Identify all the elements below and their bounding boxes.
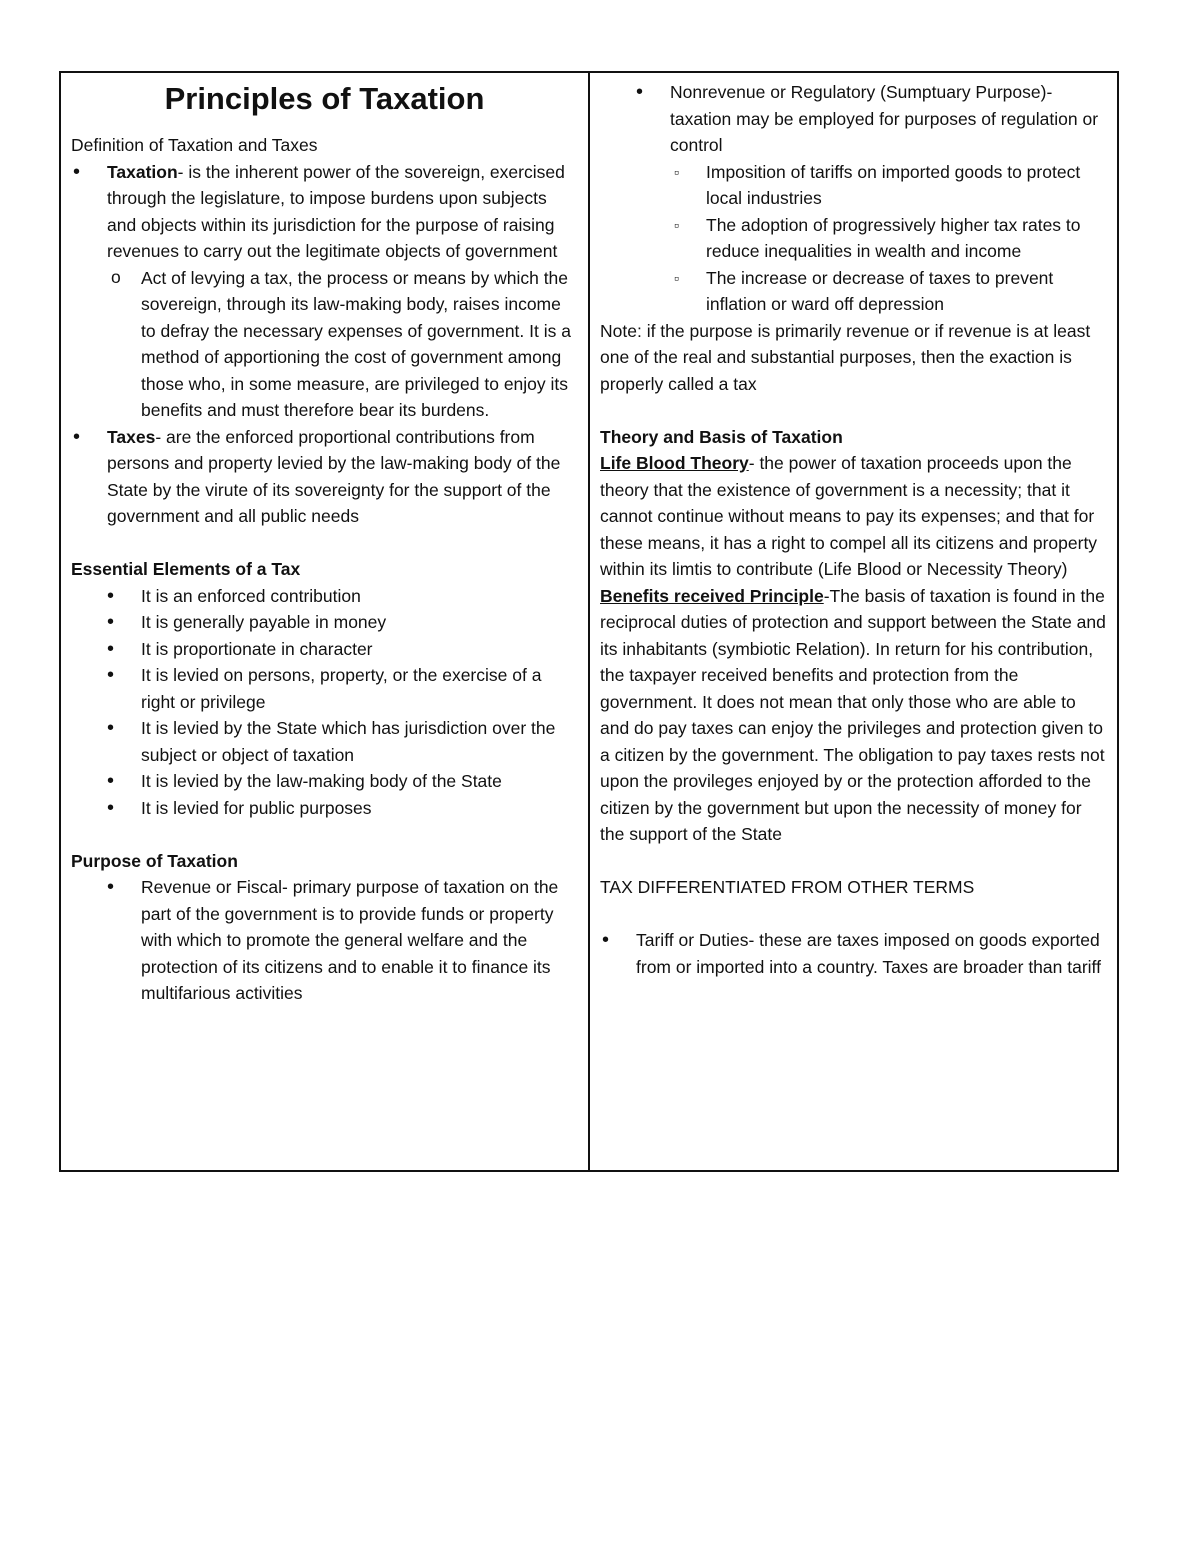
list-item: • It is levied for public purposes: [71, 795, 578, 822]
list-item: • It is proportionate in character: [71, 636, 578, 663]
purpose-heading: Purpose of Taxation: [71, 850, 238, 871]
taxation-sub-item: o Act of levying a tax, the process or means by which the sovereign, through its law-making body, raises income to defray the necessary expenses of government. It is a method of apportioning the cost of government among those who, in some measure, are privileged to enjoy its benefits and must therefore bear its burdens.: [71, 265, 578, 424]
list-item: • Tariff or Duties- these are taxes imposed on goods exported from or imported into a country. Taxes are broader than tariff: [600, 927, 1107, 980]
theory-heading: Theory and Basis of Taxation: [600, 426, 843, 447]
list-item: • It is an enforced contribution: [71, 583, 578, 610]
page-title: Principles of Taxation: [164, 81, 485, 116]
list-item: ▫ Imposition of tariffs on imported goods to protect local industries: [600, 159, 1107, 212]
differentiated-list: [600, 927, 1107, 980]
list-item: • It is levied by the State which has jurisdiction over the subject or object of taxation: [71, 715, 578, 768]
differentiated-heading: TAX DIFFERENTIATED FROM OTHER TERMS: [600, 877, 975, 897]
taxes-item: [71, 424, 578, 530]
taxes-term: Taxes: [107, 426, 156, 447]
document-table: [59, 71, 1119, 1172]
list-item: ▫ The increase or decrease of taxes to prevent inflation or ward off depression: [600, 265, 1107, 318]
left-column: [61, 73, 590, 1170]
right-column: [590, 73, 1117, 1170]
revenue-item: • Revenue or Fiscal- primary purpose of taxation on the part of the government is to provide funds or property with which to promote the general welfare and the protection of its citizens and to enable it to finance its multifarious activities: [71, 874, 578, 1007]
list-item: ▫ The adoption of progressively higher tax rates to reduce inequalities in wealth and income: [600, 212, 1107, 265]
benefits-paragraph: [600, 583, 1107, 848]
taxation-term: Taxation: [107, 161, 178, 182]
elements-list: [71, 583, 578, 822]
definition-heading: Definition of Taxation and Taxes: [71, 135, 318, 155]
purpose-note: Note: if the purpose is primarily revenue or if revenue is at least one of the real and substantial purposes, then the exaction is properly called a tax: [600, 320, 1091, 394]
list-item: • It is generally payable in money: [71, 609, 578, 636]
benefits-term: Benefits received Principle: [600, 585, 824, 606]
lifeblood-term: Life Blood Theory: [600, 453, 749, 473]
elements-heading: Essential Elements of a Tax: [71, 559, 301, 579]
purpose-list-continued: [600, 79, 1107, 318]
lifeblood-text: - the power of taxation proceeds upon the theory that the existence of government is a necessity; that it cannot continue without means to pay its expenses; and that for these means, it has a right to compel all its citizens and property within its limtis to contribute (Life Blood or Necessity Theory): [600, 453, 1098, 579]
list-item: • It is levied on persons, property, or the exercise of a right or privilege: [71, 662, 578, 715]
taxation-item: [71, 159, 578, 265]
taxes-text: - are the enforced proportional contributions from persons and property levied by the law-making body of the State by the virute of its sovereignty for the support of the government and all public needs: [107, 426, 561, 526]
purpose-list: [71, 874, 578, 1007]
nonrevenue-item: • Nonrevenue or Regulatory (Sumptuary Purpose)- taxation may be employed for purposes of regulation or control: [600, 79, 1107, 159]
benefits-text: -The basis of taxation is found in the reciprocal duties of protection and support between the State and its inhabitants (symbiotic Relation). In return for his contribution, the taxpayer received benefits and protection from the government. It does not mean that only those who are able to and do pay taxes can enjoy the privileges and protection given to a citizen by the government. The obligation to pay taxes rests not upon the provileges enjoyed by or the protection afforded to the citizen by the government but upon the necessity of money for the support of the State: [600, 585, 1106, 844]
taxation-text: - is the inherent power of the sovereign, exercised through the legislature, to impose burdens upon subjects and objects within its jurisdiction for the purpose of raising revenues to carry out the legitimate objects of government: [107, 161, 565, 261]
list-item: • It is levied by the law-making body of the State: [71, 768, 578, 795]
lifeblood-paragraph: [600, 450, 1107, 583]
definition-list: [71, 159, 578, 530]
